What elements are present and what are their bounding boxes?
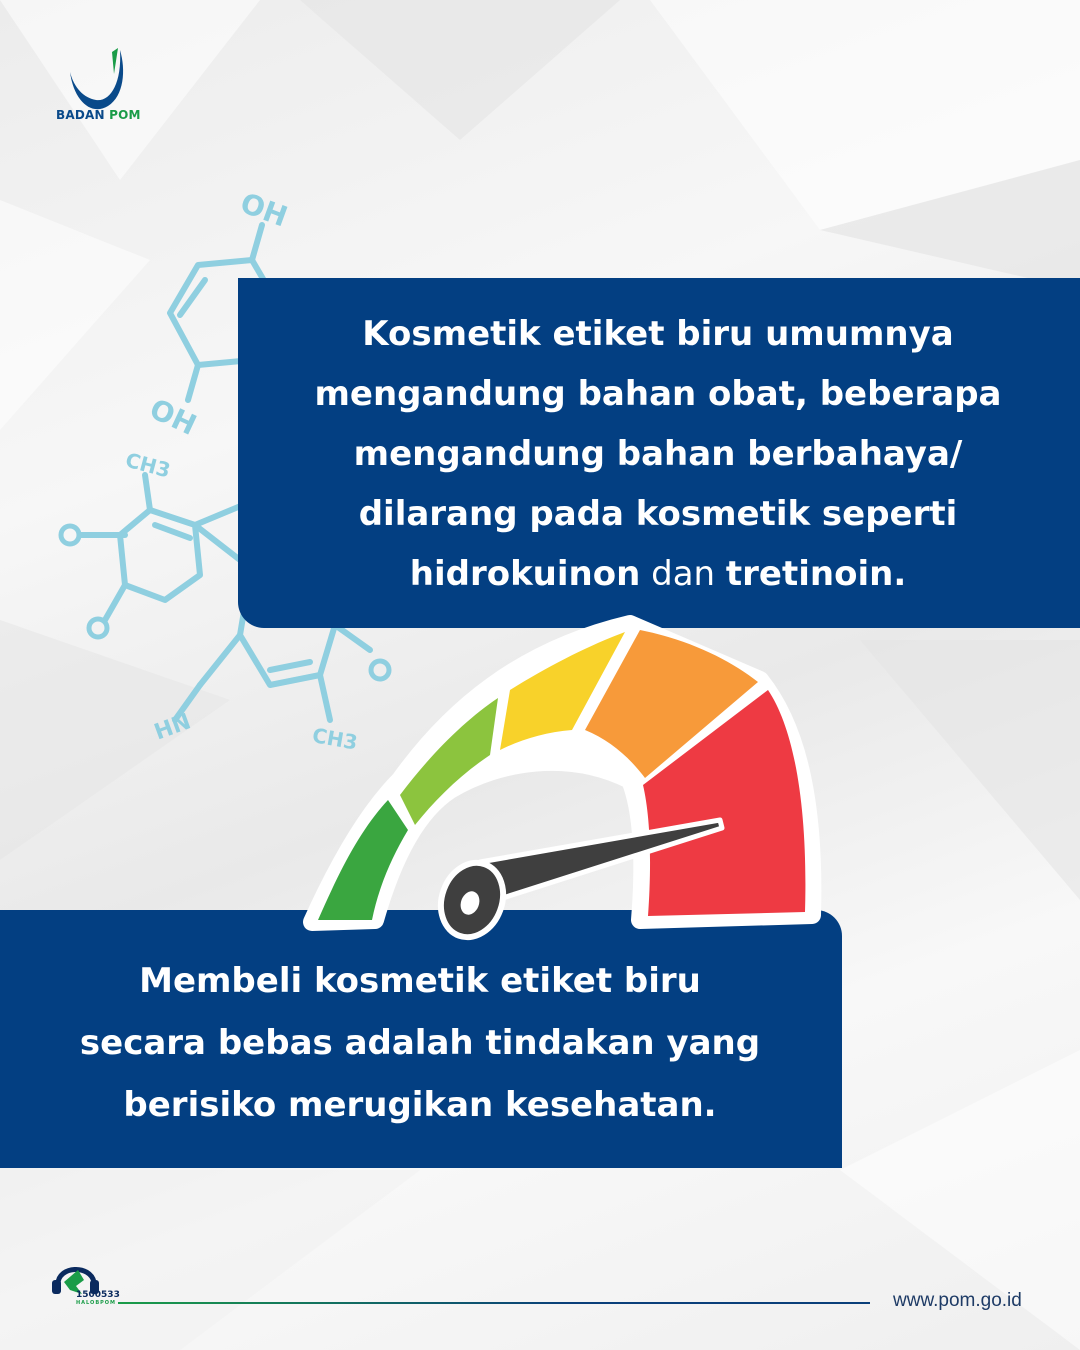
label-hn: HN <box>151 709 195 746</box>
line-end: . <box>893 554 907 594</box>
text-line: secara bebas adalah tindakan yang <box>79 1023 761 1063</box>
website-link[interactable]: www.pom.go.id <box>893 1290 1022 1311</box>
hotline-label: HALOBPOM <box>76 1300 117 1306</box>
text-line: mengandung bahan berbahaya/ <box>353 434 963 474</box>
text-line: Kosmetik etiket biru umumnya <box>362 314 954 354</box>
text-line <box>268 544 1048 604</box>
text-line: dilarang pada kosmetik seperti <box>358 494 958 534</box>
footer-divider <box>118 1302 870 1304</box>
label-oh-bottom: OH <box>144 392 202 442</box>
oxygen-atom <box>89 619 107 637</box>
risk-gauge <box>300 610 830 970</box>
info-text-top <box>268 304 1048 604</box>
connector-text: dan <box>640 554 726 594</box>
brand-name <box>56 108 141 122</box>
text-line: Membeli kosmetik etiket biru <box>139 961 701 1001</box>
hotline-number: 1500533 <box>76 1290 120 1300</box>
brand-name-part1: BADAN <box>56 108 105 122</box>
term-tretinoin: tretinoin <box>725 554 894 594</box>
label-oh-top: OH <box>236 186 292 234</box>
info-text-bottom <box>20 950 820 1136</box>
oxygen-atom <box>61 526 79 544</box>
brand-name-part2: POM <box>109 108 141 122</box>
label-ch3-top: CH3 <box>122 447 173 483</box>
text-line: mengandung bahan obat, beberapa <box>314 374 1002 414</box>
label-ch3-bottom: CH3 <box>310 723 360 755</box>
text-line: berisiko merugikan kesehatan. <box>123 1085 717 1125</box>
term-hidrokuinon: hidrokuinon <box>409 554 641 594</box>
